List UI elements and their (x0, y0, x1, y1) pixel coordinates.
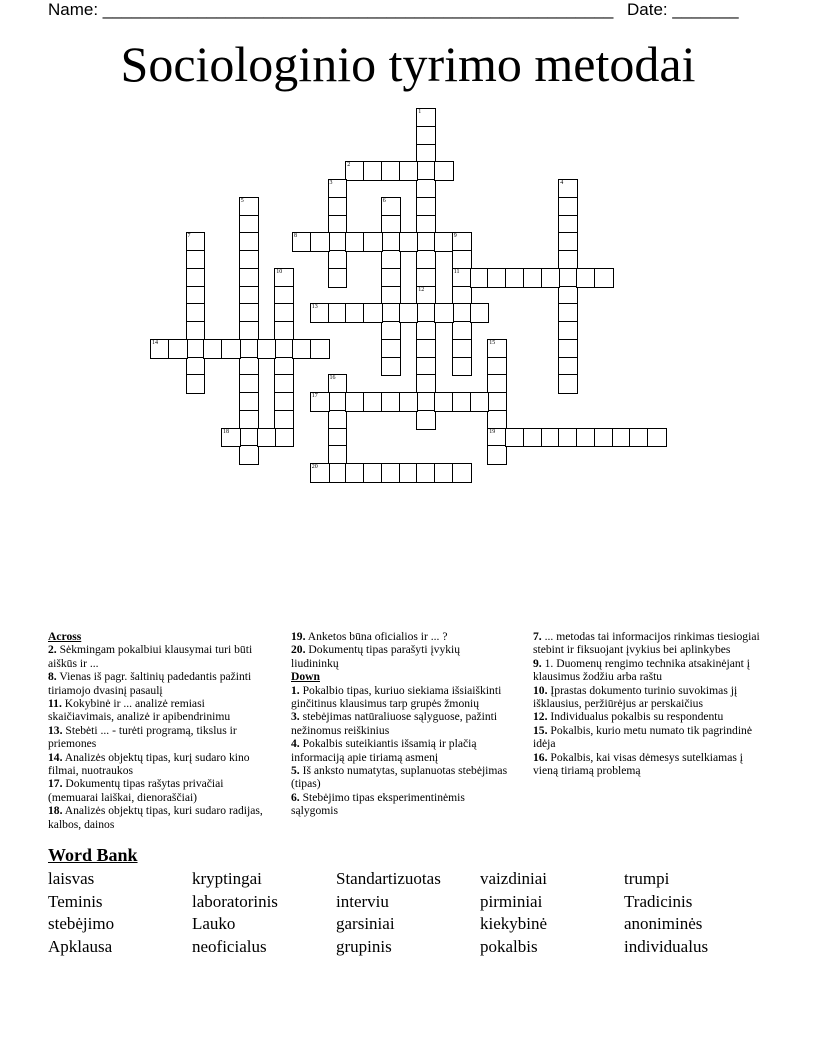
crossword-cell[interactable] (399, 392, 419, 412)
crossword-cell[interactable] (541, 268, 561, 288)
word-bank-item: vaizdiniai (480, 869, 548, 888)
crossword-cell[interactable] (257, 428, 277, 448)
across-heading: Across (48, 630, 82, 643)
crossword-cell[interactable] (434, 303, 454, 323)
clue-down-1: 1. Pokalbio tipas, kuriuo siekiama išsiaiškinti ginčitinus klausimus tarp grupės žmonių (291, 683, 502, 711)
date-line: Date: _______ (627, 0, 739, 19)
word-bank-item: Teminis (48, 892, 103, 911)
crossword-cell[interactable] (221, 428, 241, 448)
clue-down-6: 6. Stebėjimo tipas eksperimentinėmis sąlygomis (291, 790, 465, 818)
crossword-cell[interactable] (310, 232, 330, 252)
clue-across-14: 14. Analizės objektų tipas, kurį sudaro kino filmai, nuotraukos (48, 750, 250, 778)
clue-across-11: 11. Kokybinė ir ... analizė remiasi skaičiavimais, analizė ir apibendrinimu (48, 697, 231, 724)
word-bank-heading: Word Bank (48, 845, 138, 865)
word-bank-item: interviu (336, 892, 389, 911)
crossword-cell[interactable] (310, 339, 330, 359)
clues-column-1 (48, 630, 273, 831)
crossword-cell[interactable] (186, 374, 206, 394)
clue-number: 12 (418, 286, 425, 293)
crossword-cell[interactable] (274, 428, 294, 448)
clue-number: 17 (311, 393, 318, 399)
page-title: Sociologinio tyrimo metodai (120, 36, 696, 92)
word-bank-item: laboratorinis (192, 892, 278, 911)
crossword-cell[interactable] (328, 268, 348, 288)
clue-number: 18 (223, 428, 229, 435)
clues-column-2 (291, 630, 509, 818)
word-bank-item: individualus (624, 937, 709, 956)
clue-down-7: 7. ... metodas tai informacijos rinkimas tiesiogiai stebint ir fiksuojant įvykius bei aplinkybes (533, 630, 760, 657)
crossword-cell[interactable] (310, 463, 330, 483)
word-bank-item: Lauko (192, 914, 236, 933)
word-bank-item: Apklausa (48, 937, 113, 956)
crossword-grid (0, 0, 816, 520)
clue-number: 13 (311, 304, 318, 311)
word-bank-item: stebėjimo (48, 914, 115, 933)
crossword-cell[interactable] (363, 303, 383, 323)
clue-number: 15 (489, 339, 496, 346)
clue-number: 11 (453, 268, 460, 275)
crossword-cell[interactable] (470, 392, 490, 412)
crossword-cell[interactable] (434, 161, 454, 181)
clue-number: 19 (489, 428, 496, 435)
crossword-cell[interactable] (399, 161, 419, 181)
clue-number: 9 (453, 233, 457, 240)
clue-down-16: 16. Pokalbis, kai visas dėmesys sutelkiamas į vieną tiriamą problemą (533, 750, 743, 778)
clue-number: 8 (294, 233, 297, 240)
clue-across-2: 2. Sėkmingam pokalbiui klausymai turi būti aiškūs ir ... (48, 643, 253, 670)
crossword-cell[interactable] (399, 232, 419, 252)
word-bank-item: kryptingai (192, 869, 262, 888)
crossword-cell[interactable] (558, 374, 578, 394)
crossword-cell[interactable] (310, 392, 330, 412)
crossword-cell[interactable] (381, 357, 401, 377)
word-bank-item: grupinis (336, 937, 392, 956)
word-bank-item: Standartizuotas (336, 869, 441, 888)
crossword-cell[interactable] (487, 445, 507, 465)
clue-number: 10 (276, 268, 283, 275)
crossword-cell[interactable] (416, 410, 436, 430)
crossword-cell[interactable] (168, 339, 188, 359)
clue-across-18: 18. Analizės objektų tipas, kuri sudaro radijas, kalbos, dainos (48, 804, 263, 831)
word-bank-item: pokalbis (480, 937, 538, 956)
clue-down-15: 15. Pokalbis, kurio metu numato tik pagrindinė idėja (533, 723, 752, 751)
crossword-cell[interactable] (257, 339, 277, 359)
clue-down-12: 12. Individualus pokalbis su respondentu (533, 710, 724, 724)
clue-down-9: 9. 1. Duomenų rengimo technika atsakinėjant į klausimus žodžiu arba raštu (533, 656, 751, 684)
clue-number: 3 (329, 180, 333, 186)
clue-number: 20 (311, 464, 318, 470)
crossword-cell[interactable] (363, 232, 383, 252)
clue-number: 2 (347, 162, 351, 169)
crossword-cell[interactable] (452, 357, 472, 377)
clue-number: 7 (187, 233, 191, 240)
clue-number: 4 (560, 180, 564, 186)
crossword-cell[interactable] (647, 428, 667, 448)
clue-number: 14 (152, 339, 158, 346)
word-bank-item: pirminiai (480, 892, 543, 911)
clue-across-8: 8. Vienas iš pagr. šaltinių padedantis pažinti tiriamojo dvasinį pasaulį (48, 670, 252, 697)
word-bank-item: laisvas (48, 869, 95, 888)
clue-across-20: 20. Dokumentų tipas parašyti įvykių liudininkų (291, 643, 461, 670)
clue-across-17: 17. Dokumentų tipas rašytas privačiai (memuarai laiškai, dienoraščiai) (48, 777, 224, 804)
crossword-cell[interactable] (594, 268, 614, 288)
clue-number: 6 (382, 197, 386, 204)
clue-across-13: 13. Stebėti ... - turėti programą, tikslus ir priemones (48, 723, 237, 751)
crossword-cell[interactable] (470, 303, 490, 323)
crossword-cell[interactable] (239, 445, 259, 465)
crossword-cell[interactable] (452, 463, 472, 483)
clue-across-19: 19. Anketos būna oficialios ir ... ? (291, 630, 448, 643)
clues-column-3 (533, 630, 765, 777)
word-bank-item: garsiniai (336, 914, 395, 933)
clue-number: 16 (329, 375, 336, 382)
clue-number: 1 (418, 109, 422, 115)
clue-down-10: 10. Įprastas dokumento turinio suvokimas jį išklausius, peržiūrėjus ar perskaičius (533, 683, 738, 711)
clue-down-4: 4. Pokalbis suteikiantis išsamią ir plačią informaciją apie tiriamą asmenį (291, 737, 477, 764)
word-bank-item: anoniminės (624, 914, 703, 933)
word-bank-item: Tradicinis (624, 892, 693, 911)
clue-down-3: 3. stebėjimas natūraliuose sąlyguose, pažinti nežinomus reiškinius (291, 710, 498, 737)
word-bank-item: trumpi (624, 869, 670, 888)
clue-down-5: 5. Iš anksto numatytas, suplanuotas stebėjimas (tipas) (291, 764, 508, 791)
word-bank-item: neoficialus (192, 937, 267, 956)
crossword-cell[interactable] (399, 303, 419, 323)
clue-number: 5 (240, 197, 244, 204)
down-heading: Down (291, 670, 320, 684)
crossword-cell[interactable] (221, 339, 241, 359)
word-bank-item: kiekybinė (480, 914, 548, 933)
name-line: Name: ______________________________________________________ (48, 0, 614, 19)
